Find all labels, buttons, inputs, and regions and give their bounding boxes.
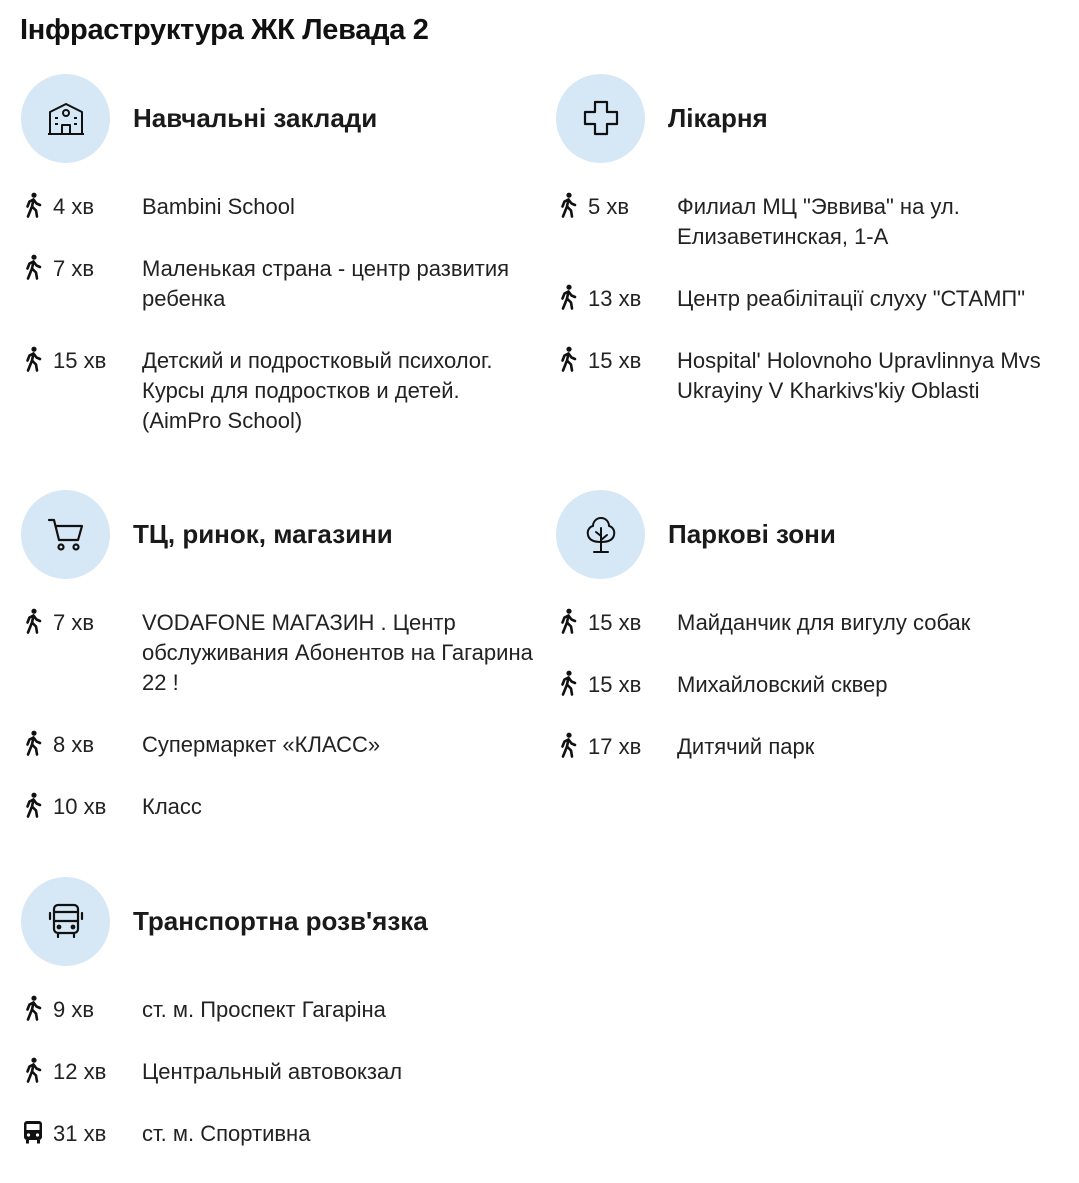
travel-minutes: 8 хв <box>53 732 95 757</box>
travel-time <box>21 608 142 638</box>
section-shopping <box>21 489 541 854</box>
travel-time <box>556 192 677 222</box>
place-name: Супермаркет «КЛАСС» <box>142 732 381 757</box>
travel-time <box>21 346 142 376</box>
travel-minutes: 17 хв <box>588 734 642 759</box>
place-name: ст. м. Проспект Гагаріна <box>142 997 386 1022</box>
place-name: Центр реабілітації слуху "СТАМП" <box>677 286 1026 311</box>
list-item[interactable] <box>21 1057 541 1087</box>
walk-icon <box>21 995 45 1021</box>
walk-icon <box>556 284 580 310</box>
section-hospital <box>556 73 1076 438</box>
travel-minutes: 13 хв <box>588 286 642 311</box>
section-title: Паркові зони <box>668 518 836 549</box>
section-header <box>556 489 1076 579</box>
travel-minutes: 9 хв <box>53 997 95 1022</box>
travel-time <box>21 192 142 222</box>
section-header <box>21 876 541 966</box>
travel-minutes: 10 хв <box>53 794 107 819</box>
place-name: VODAFONE МАГАЗИН . Центр обслуживания Абонентов на Гагарина 22 ! <box>142 610 533 695</box>
list-item[interactable] <box>21 1119 541 1149</box>
walk-icon <box>21 192 45 218</box>
travel-time <box>21 254 142 284</box>
list-item[interactable] <box>556 284 1076 314</box>
place-list <box>21 192 541 436</box>
page-title: Інфраструктура ЖК Левада 2 <box>20 14 429 46</box>
list-item[interactable] <box>21 792 541 822</box>
section-header <box>21 73 541 163</box>
travel-minutes: 15 хв <box>588 610 642 635</box>
place-list <box>556 608 1076 762</box>
section-education <box>21 73 541 468</box>
medical-cross-icon <box>556 74 645 163</box>
walk-icon <box>21 792 45 818</box>
walk-icon <box>556 732 580 758</box>
section-header <box>21 489 541 579</box>
school-building-icon <box>21 74 110 163</box>
walk-icon <box>556 670 580 696</box>
section-title: ТЦ, ринок, магазини <box>133 518 393 549</box>
travel-time <box>556 670 677 700</box>
place-list <box>556 192 1076 406</box>
list-item[interactable] <box>21 730 541 760</box>
bus-icon <box>21 877 110 966</box>
place-name: Центральный автовокзал <box>142 1059 403 1084</box>
travel-time <box>21 792 142 822</box>
place-name: Михайловский сквер <box>677 672 888 697</box>
walk-icon <box>556 346 580 372</box>
travel-minutes: 15 хв <box>588 672 642 697</box>
walk-icon <box>21 1057 45 1083</box>
list-item[interactable] <box>21 608 541 698</box>
travel-time <box>556 608 677 638</box>
list-item[interactable] <box>556 346 1076 406</box>
list-item[interactable] <box>556 732 1076 762</box>
place-name: Hospitalʹ Holovnoho Upravlinnya Mvs Ukrayiny V Kharkivsʹkiy Oblasti <box>677 348 1041 403</box>
travel-minutes: 7 хв <box>53 256 95 281</box>
travel-minutes: 12 хв <box>53 1059 107 1084</box>
place-name: ст. м. Спортивна <box>142 1121 311 1146</box>
travel-time <box>556 284 677 314</box>
travel-minutes: 15 хв <box>588 348 642 373</box>
section-transport <box>21 876 541 1181</box>
place-name: Маленькая страна - центр развития ребенка <box>142 256 510 311</box>
section-title: Навчальні заклади <box>133 102 378 133</box>
place-name: Bambini School <box>142 194 295 219</box>
travel-minutes: 5 хв <box>588 194 630 219</box>
list-item[interactable] <box>556 192 1076 252</box>
travel-minutes: 15 хв <box>53 348 107 373</box>
bus-icon <box>21 1119 45 1145</box>
walk-icon <box>556 608 580 634</box>
place-list <box>21 608 541 822</box>
place-list <box>21 995 541 1149</box>
section-title: Транспортна розв'язка <box>133 905 428 936</box>
travel-time <box>21 995 142 1025</box>
travel-minutes: 4 хв <box>53 194 95 219</box>
tree-icon <box>556 490 645 579</box>
walk-icon <box>21 608 45 634</box>
section-parks <box>556 489 1076 794</box>
travel-time <box>556 346 677 376</box>
list-item[interactable] <box>556 670 1076 700</box>
walk-icon <box>21 346 45 372</box>
walk-icon <box>21 254 45 280</box>
walk-icon <box>21 730 45 756</box>
place-name: Майданчик для вигулу собак <box>677 610 971 635</box>
travel-minutes: 7 хв <box>53 610 95 635</box>
travel-minutes: 31 хв <box>53 1121 107 1146</box>
travel-time <box>21 730 142 760</box>
shopping-cart-icon <box>21 490 110 579</box>
list-item[interactable] <box>21 254 541 314</box>
place-name: Детский и подростковый психолог. Курсы для подростков и детей. (AimPro School) <box>142 348 493 433</box>
section-title: Лікарня <box>668 102 768 133</box>
list-item[interactable] <box>556 608 1076 638</box>
walk-icon <box>556 192 580 218</box>
list-item[interactable] <box>21 192 541 222</box>
place-name: Филиал МЦ "Эввива" на ул. Елизаветинская, 1-А <box>677 194 960 249</box>
travel-time <box>21 1057 142 1087</box>
list-item[interactable] <box>21 995 541 1025</box>
place-name: Дитячий парк <box>677 734 815 759</box>
list-item[interactable] <box>21 346 541 436</box>
section-header <box>556 73 1076 163</box>
travel-time <box>556 732 677 762</box>
travel-time <box>21 1119 142 1149</box>
place-name: Класс <box>142 794 202 819</box>
